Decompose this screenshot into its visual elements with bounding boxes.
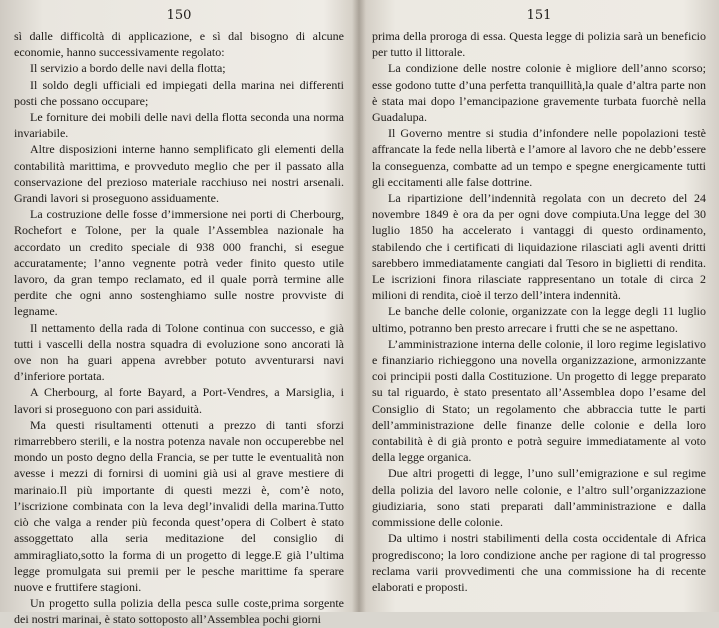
paragraph: Il servizio a bordo delle navi della flotta; — [30, 61, 226, 76]
paragraph: Le forniture dei mobili delle navi della flotta seconda una norma invariabile. — [14, 110, 344, 141]
page-number: 151 — [526, 8, 552, 23]
right-page — [372, 8, 706, 604]
paragraph: Il nettamento della rada di Tolone continua con successo, e già tutti i vascelli della nostra squadra di evoluzione sono ancorati là ove non ha guari appena avrebber potuto avventurarsi navi d’inferiore portata. — [14, 320, 344, 384]
paragraph: prima della proroga di essa. Questa legge di polizia sarà un beneficio per tutto il littorale. — [372, 29, 706, 60]
paragraph: La ripartizione dell’indennità regolata con un decreto del 24 novembre 1849 è ora da per ogni dove compiuta.Una legge del 30 luglio 1850 ha accelerato i vantaggi di questo ordinamento, stabilendo che i certificati di liquidazione rilasciati agli aventi dritti sarebbero immediatamente cangiati dal Tesoro in biglietti di rendita. Le iscrizioni finora rilasciate rappresentano un totale di circa 2 milioni di rendita, cioè il terzo dell’intera indennità. — [372, 191, 706, 303]
left-page — [14, 8, 344, 627]
paragraph: Un progetto sulla polizia della pesca sulle coste,prima sorgente dei nostri marinai, è stato sottoposto all’Assemblea pochi giorni — [14, 596, 344, 627]
paragraph: sì dalle difficoltà di applicazione, e sì dal bisogno di alcune economie, hanno successivamente regolato: — [14, 29, 344, 60]
paragraph: A Cherbourg, al forte Bayard, a Port-Vendres, a Marsiglia, i lavori si proseguono con pari assiduità. — [14, 385, 344, 416]
paragraph: Le banche delle colonie, organizzate con la legge degli 11 luglio ultimo, potranno ben presto arrecare i frutti che se ne aspettano. — [372, 304, 706, 335]
book-gutter — [352, 0, 366, 612]
page-text — [14, 28, 344, 628]
paragraph: Altre disposizioni interne hanno semplificato gli elementi della contabilità marittima, e provveduto meglio che per il passato alla conservazione del prezioso materiale racchiuso nei nostri arsenali. Grandi lavori si proseguono assiduamente. — [14, 142, 344, 206]
page-text — [372, 28, 706, 595]
paragraph: Il soldo degli ufficiali ed impiegati della marina nei differenti posti che possano occupare; — [14, 77, 344, 108]
paragraph: La costruzione delle fosse d’immersione nei porti di Cherbourg, Rochefort e Tolone, per la quale l’Assemblea nazionale ha accordato un credito speciale di 938 000 franchi, si esegue accuratamente; l’anno vegnente potrà veder finito questo utile lavoro, da gran tempo reclamato, ed il quale porrà termine alle perdite che ogni anno sostenghiamo sulle nostre provviste di legname. — [14, 207, 344, 319]
page-number: 150 — [166, 8, 192, 23]
paragraph: Da ultimo i nostri stabilimenti della costa occidentale di Africa progrediscono; la loro condizione anche per ragione di tal progresso reclama varii provvedimenti che una commissione ha di recente elaborati e proposti. — [372, 531, 706, 594]
paragraph: L’amministrazione interna delle colonie, il loro regime legislativo e finanziario richieggono una novella organizzazione, armonizzante coi principii posti dalla Costituzione. Un progetto di legge preparato su tal riguardo, è stato presentato all’Assemblea dopo l’esame del Consiglio di Stato; un regolamento che abbraccia tutte le parti dell’amministrazione delle finanze delle colonie e della loro contabilità è di già pronto e potrà seguire immediatamente al voto della legge organica. — [372, 336, 706, 465]
paragraph: La condizione delle nostre colonie è migliore dell’anno scorso; esse godono tutte d’una perfetta tranquillità,la quale d’altra parte non è stata mai dopo l’emancipazione gravemente turbata fuorchè nella Guadalupa. — [372, 61, 706, 125]
paragraph: Il Governo mentre si studia d’infondere nelle popolazioni testè affrancate la fede nella libertà e l’amore al lavoro che ne debb’essere la conseguenza, combatte ad un tempo e spegne energicamente tutti gli eccitamenti alle false dottrine. — [372, 126, 706, 189]
paragraph: Due altri progetti di legge, l’uno sull’emigrazione e sul regime della polizia del lavoro nelle colonie, e l’altro sull’organizzazione giudiziaria, sono stati preparati dall’amministrazione e dalla commissione delle colonie. — [372, 466, 706, 530]
paragraph: Ma questi risultamenti ottenuti a prezzo di tanti sforzi rimarrebbero sterili, e la nostra potenza navale non occuperebbe nel mondo un posto degno della Francia, se per tutte le eventualità non avesse i mezzi di fornirsi di uomini già usi al grave mestiere di marinaio.Il più importante di questi mezzi è, com’è noto, l’iscrizione combinata con la leva degl’invalidi della marina.Tutto ciò che valga a render più feconda quest’opera di Colbert è stato assoggettato alla seria meditazione del consiglio di ammiragliato,sotto la forma di un progetto di legge.E già l’ultima legge promulgata sui premii per le pesche marittime fa sperare nuove e fruttifere stagioni. — [14, 417, 344, 594]
